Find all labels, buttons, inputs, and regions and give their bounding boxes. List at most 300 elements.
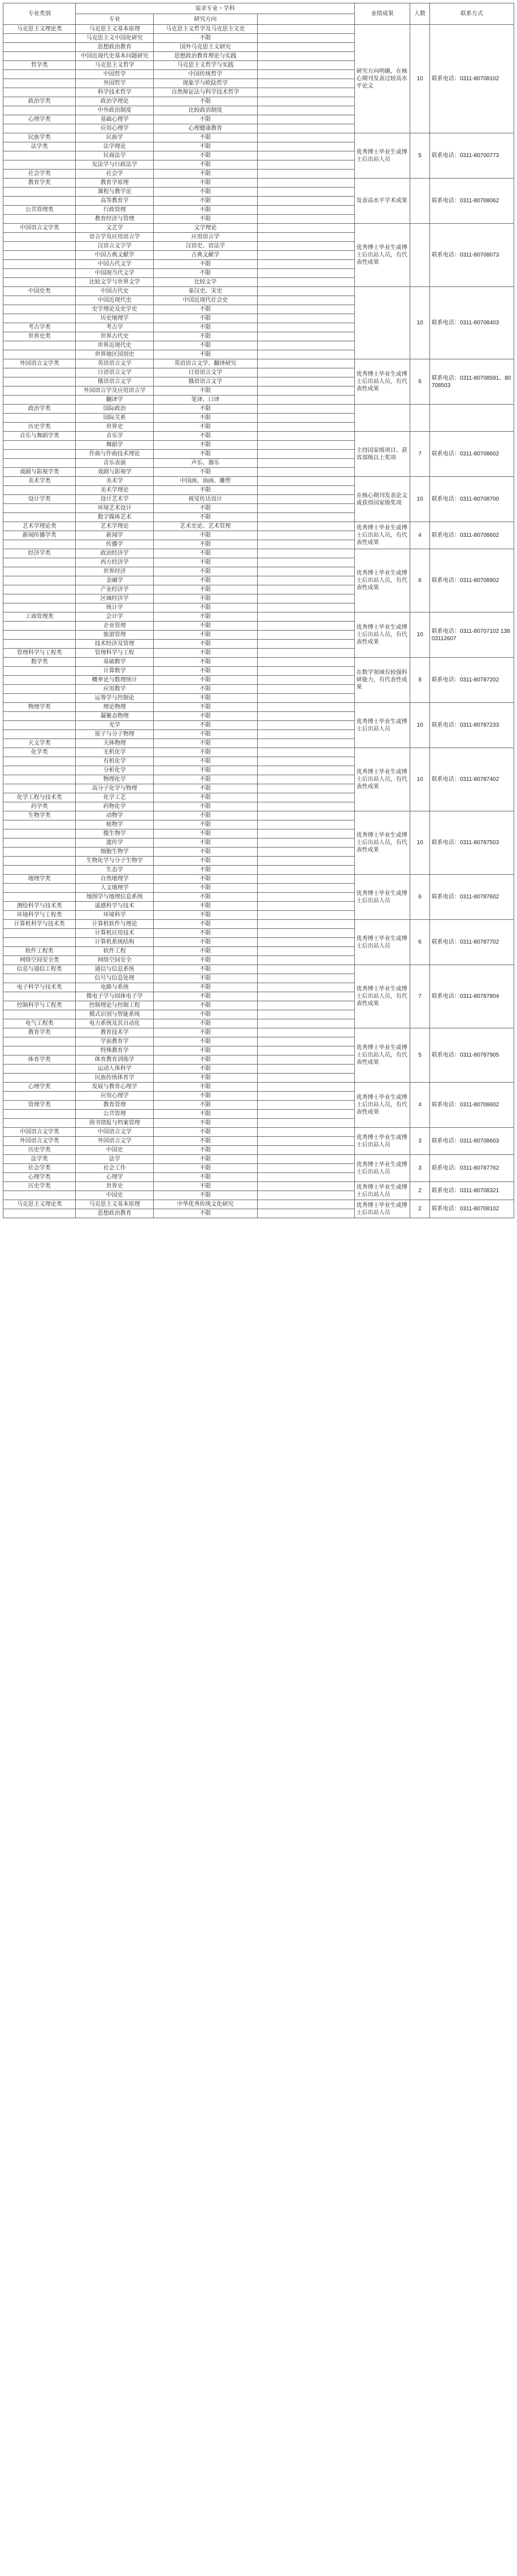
cell-subject: 教育管理 bbox=[76, 1101, 154, 1110]
cell-major: 公共管理类 bbox=[3, 206, 76, 215]
cell-subject: 化学工艺 bbox=[76, 793, 154, 802]
cell-major: 外国语言文学类 bbox=[3, 359, 76, 368]
cell-major bbox=[3, 377, 76, 386]
cell-subject: 运动人体科学 bbox=[76, 1065, 154, 1074]
cell-contact: 联系电话：0311-80787905 bbox=[429, 1028, 514, 1083]
cell-subject: 政治学理论 bbox=[76, 97, 154, 106]
cell-subject: 技术经济及管理 bbox=[76, 640, 154, 649]
cell-achievement: 优秀博士毕业生或博士后出站人员 bbox=[354, 1128, 410, 1155]
recruitment-table bbox=[3, 3, 514, 1218]
cell-achievement: 优秀博士毕业生或博士后出站人员，有代表性成果 bbox=[354, 811, 410, 875]
cell-direction: 不限 bbox=[154, 585, 258, 594]
cell-subject: 特殊教育学 bbox=[76, 1046, 154, 1055]
cell-direction: 不限 bbox=[154, 432, 258, 441]
cell-major: 控制科学与工程类 bbox=[3, 1001, 76, 1010]
cell-subject: 计算机应用技术 bbox=[76, 929, 154, 938]
cell-direction: 不限 bbox=[154, 757, 258, 766]
cell-major bbox=[3, 233, 76, 242]
cell-contact bbox=[429, 405, 514, 432]
cell-major: 化学类 bbox=[3, 748, 76, 757]
cell-direction: 不限 bbox=[154, 1055, 258, 1065]
cell-extra bbox=[257, 414, 354, 423]
cell-major bbox=[3, 603, 76, 612]
cell-subject: 音乐学 bbox=[76, 432, 154, 441]
cell-direction: 不限 bbox=[154, 160, 258, 170]
cell-achievement: 优秀博士毕业生或博士后出站人员 bbox=[354, 1200, 410, 1218]
cell-major bbox=[3, 269, 76, 278]
cell-subject: 中国史 bbox=[76, 1146, 154, 1155]
cell-subject: 教育学原理 bbox=[76, 179, 154, 188]
cell-direction: 不限 bbox=[154, 603, 258, 612]
cell-subject: 中外政治制度 bbox=[76, 106, 154, 115]
cell-subject: 汉语言文字学 bbox=[76, 242, 154, 251]
cell-extra bbox=[257, 667, 354, 676]
cell-major: 世界史类 bbox=[3, 332, 76, 341]
cell-extra bbox=[257, 160, 354, 170]
cell-extra bbox=[257, 88, 354, 97]
cell-subject: 民族传统体育学 bbox=[76, 1074, 154, 1083]
table-body bbox=[3, 25, 514, 1218]
cell-subject: 环境艺术设计 bbox=[76, 504, 154, 513]
cell-extra bbox=[257, 242, 354, 251]
cell-extra bbox=[257, 1019, 354, 1028]
table-row bbox=[3, 965, 514, 974]
cell-direction: 不限 bbox=[154, 775, 258, 784]
cell-major: 历史学类 bbox=[3, 1182, 76, 1191]
cell-direction: 不限 bbox=[154, 766, 258, 775]
cell-direction: 不限 bbox=[154, 179, 258, 188]
cell-major bbox=[3, 730, 76, 739]
cell-contact: 联系电话：0311-80787762 bbox=[429, 1155, 514, 1182]
cell-subject: 凝聚态物理 bbox=[76, 712, 154, 721]
cell-extra bbox=[257, 287, 354, 296]
cell-extra bbox=[257, 332, 354, 341]
cell-count: 6 bbox=[410, 549, 429, 612]
cell-count: 10 bbox=[410, 477, 429, 522]
cell-subject: 体育教育训练学 bbox=[76, 1055, 154, 1065]
cell-extra bbox=[257, 1101, 354, 1110]
cell-major: 中国史类 bbox=[3, 287, 76, 296]
cell-extra bbox=[257, 811, 354, 820]
cell-achievement: 优秀博士毕业生或博士后出站人员，有代表性成果 bbox=[354, 1083, 410, 1128]
cell-extra bbox=[257, 1010, 354, 1019]
cell-extra bbox=[257, 965, 354, 974]
cell-extra bbox=[257, 151, 354, 160]
cell-direction: 中国画、油画、雕塑 bbox=[154, 477, 258, 486]
cell-subject: 中国史 bbox=[76, 1191, 154, 1200]
cell-extra bbox=[257, 1074, 354, 1083]
cell-direction: 俄语语言文学 bbox=[154, 377, 258, 386]
cell-major bbox=[3, 694, 76, 703]
cell-direction: 视觉传达设计 bbox=[154, 495, 258, 504]
cell-subject: 学前教育学 bbox=[76, 1037, 154, 1046]
cell-extra bbox=[257, 902, 354, 911]
header-count: 人数 bbox=[410, 3, 429, 25]
header-major-group: 需求专业・学科 bbox=[76, 3, 354, 14]
cell-direction: 不限 bbox=[154, 784, 258, 793]
cell-major: 化学工程与技术类 bbox=[3, 793, 76, 802]
cell-subject: 分析化学 bbox=[76, 766, 154, 775]
cell-major bbox=[3, 305, 76, 314]
cell-achievement: 优秀博士毕业生或博士后出站人员，有代表性成果 bbox=[354, 359, 410, 405]
cell-extra bbox=[257, 1146, 354, 1155]
table-row bbox=[3, 179, 514, 188]
cell-major: 艺术学理论类 bbox=[3, 522, 76, 531]
cell-achievement: 发表高水平学术成果 bbox=[354, 179, 410, 224]
cell-extra bbox=[257, 179, 354, 188]
cell-direction: 不限 bbox=[154, 170, 258, 179]
cell-achievement: 研究方向明确，在核心期刊发表过较高水平论文 bbox=[354, 25, 410, 133]
cell-direction: 不限 bbox=[154, 513, 258, 522]
cell-direction: 不限 bbox=[154, 414, 258, 423]
cell-extra bbox=[257, 585, 354, 594]
cell-contact: 联系电话：0311-80708591、80708503 bbox=[429, 359, 514, 405]
cell-extra bbox=[257, 1128, 354, 1137]
cell-direction: 不限 bbox=[154, 694, 258, 703]
cell-major bbox=[3, 576, 76, 585]
cell-direction: 不限 bbox=[154, 685, 258, 694]
cell-major bbox=[3, 1092, 76, 1101]
cell-extra bbox=[257, 956, 354, 965]
cell-direction: 不限 bbox=[154, 486, 258, 495]
cell-major bbox=[3, 151, 76, 160]
cell-subject: 法学 bbox=[76, 1155, 154, 1164]
cell-subject: 史学理论及史学史 bbox=[76, 305, 154, 314]
table-row bbox=[3, 1083, 514, 1092]
cell-major: 法学类 bbox=[3, 1155, 76, 1164]
cell-extra bbox=[257, 766, 354, 775]
cell-direction: 中国近现代社会史 bbox=[154, 296, 258, 305]
cell-subject: 马克思主义基本原理 bbox=[76, 25, 154, 34]
cell-extra bbox=[257, 748, 354, 757]
cell-extra bbox=[257, 1055, 354, 1065]
cell-subject: 计算机系统结构 bbox=[76, 938, 154, 947]
cell-contact: 联系电话：0311-80787804 bbox=[429, 965, 514, 1028]
cell-subject: 英语语言文学 bbox=[76, 359, 154, 368]
cell-direction: 不限 bbox=[154, 811, 258, 820]
cell-direction: 不限 bbox=[154, 549, 258, 558]
cell-extra bbox=[257, 1001, 354, 1010]
cell-major bbox=[3, 594, 76, 603]
cell-subject: 外国语言文学 bbox=[76, 1137, 154, 1146]
cell-major bbox=[3, 441, 76, 450]
cell-contact: 联系电话：0311-80708602 bbox=[429, 1083, 514, 1128]
cell-direction: 马克思主义哲学与实践 bbox=[154, 61, 258, 70]
cell-direction: 不限 bbox=[154, 1191, 258, 1200]
cell-extra bbox=[257, 793, 354, 802]
cell-major bbox=[3, 775, 76, 784]
cell-extra bbox=[257, 495, 354, 504]
cell-direction: 不限 bbox=[154, 956, 258, 965]
cell-major: 历史学类 bbox=[3, 1146, 76, 1155]
cell-major bbox=[3, 414, 76, 423]
cell-direction: 不限 bbox=[154, 848, 258, 857]
table-row bbox=[3, 1182, 514, 1191]
table-row bbox=[3, 477, 514, 486]
cell-count: 3 bbox=[410, 1155, 429, 1182]
cell-contact: 联系电话：0311-80708062 bbox=[429, 179, 514, 224]
table-row bbox=[3, 133, 514, 142]
cell-direction: 不限 bbox=[154, 350, 258, 359]
cell-major: 音乐与舞蹈学类 bbox=[3, 432, 76, 441]
cell-direction: 不限 bbox=[154, 1028, 258, 1037]
cell-direction: 不限 bbox=[154, 468, 258, 477]
cell-direction: 不限 bbox=[154, 911, 258, 920]
cell-direction: 比较政治制度 bbox=[154, 106, 258, 115]
cell-direction: 不限 bbox=[154, 142, 258, 151]
cell-subject: 国际政治 bbox=[76, 405, 154, 414]
cell-subject: 马克思主义基本原理 bbox=[76, 1200, 154, 1209]
cell-subject: 药物化学 bbox=[76, 802, 154, 811]
cell-direction: 文学理论 bbox=[154, 224, 258, 233]
cell-direction: 不限 bbox=[154, 1037, 258, 1046]
cell-direction: 不限 bbox=[154, 712, 258, 721]
cell-direction: 不限 bbox=[154, 269, 258, 278]
cell-major bbox=[3, 215, 76, 224]
cell-contact: 联系电话：0311-80700773 bbox=[429, 133, 514, 179]
cell-extra bbox=[257, 848, 354, 857]
cell-achievement bbox=[354, 287, 410, 359]
cell-subject: 无机化学 bbox=[76, 748, 154, 757]
cell-contact: 联系电话：0311-80708102 bbox=[429, 25, 514, 133]
cell-extra bbox=[257, 1028, 354, 1037]
cell-direction: 不限 bbox=[154, 1010, 258, 1019]
cell-major bbox=[3, 242, 76, 251]
cell-count: 5 bbox=[410, 133, 429, 179]
cell-major bbox=[3, 160, 76, 170]
cell-extra bbox=[257, 721, 354, 730]
cell-extra bbox=[257, 97, 354, 106]
cell-extra bbox=[257, 441, 354, 450]
cell-major bbox=[3, 341, 76, 350]
cell-major: 历史学类 bbox=[3, 423, 76, 432]
cell-major bbox=[3, 848, 76, 857]
cell-major bbox=[3, 296, 76, 305]
cell-extra bbox=[257, 920, 354, 929]
cell-major: 物理学类 bbox=[3, 703, 76, 712]
cell-direction: 中国传统哲学 bbox=[154, 70, 258, 79]
cell-direction: 不限 bbox=[154, 721, 258, 730]
cell-major: 信息与通信工程类 bbox=[3, 965, 76, 974]
cell-subject: 法学理论 bbox=[76, 142, 154, 151]
cell-direction: 不限 bbox=[154, 1046, 258, 1055]
cell-achievement: 优秀博士毕业生或博士后出站人员，有代表性成果 bbox=[354, 1028, 410, 1083]
cell-subject: 文艺学 bbox=[76, 224, 154, 233]
cell-contact: 联系电话：0311-80708700 bbox=[429, 477, 514, 522]
cell-major: 教育学类 bbox=[3, 1028, 76, 1037]
cell-direction: 不限 bbox=[154, 34, 258, 43]
cell-subject: 区域经济学 bbox=[76, 594, 154, 603]
cell-count: 5 bbox=[410, 1028, 429, 1083]
cell-subject: 日语语言文学 bbox=[76, 368, 154, 377]
cell-subject: 世界古代史 bbox=[76, 332, 154, 341]
cell-major bbox=[3, 667, 76, 676]
cell-contact: 联系电话：0311-80787202 bbox=[429, 658, 514, 703]
cell-major: 经济学类 bbox=[3, 549, 76, 558]
cell-subject: 地图学与地理信息系统 bbox=[76, 893, 154, 902]
cell-extra bbox=[257, 350, 354, 359]
cell-count: 2 bbox=[410, 1200, 429, 1218]
table-row bbox=[3, 549, 514, 558]
cell-extra bbox=[257, 1209, 354, 1218]
cell-extra bbox=[257, 206, 354, 215]
cell-major bbox=[3, 685, 76, 694]
cell-extra bbox=[257, 377, 354, 386]
cell-extra bbox=[257, 567, 354, 576]
cell-subject: 模式识别与智能系统 bbox=[76, 1010, 154, 1019]
table-row bbox=[3, 224, 514, 233]
cell-extra bbox=[257, 79, 354, 88]
cell-count: 10 bbox=[410, 25, 429, 133]
cell-major: 测绘科学与技术类 bbox=[3, 902, 76, 911]
cell-major bbox=[3, 992, 76, 1001]
cell-subject: 生物化学与分子生物学 bbox=[76, 857, 154, 866]
cell-subject: 生态学 bbox=[76, 866, 154, 875]
cell-extra bbox=[257, 359, 354, 368]
cell-extra bbox=[257, 43, 354, 52]
cell-subject: 电路与系统 bbox=[76, 983, 154, 992]
cell-extra bbox=[257, 115, 354, 124]
cell-subject: 世界史 bbox=[76, 1182, 154, 1191]
cell-direction: 应用语言学 bbox=[154, 233, 258, 242]
cell-subject: 世界近现代史 bbox=[76, 341, 154, 350]
cell-subject: 应用数学 bbox=[76, 685, 154, 694]
cell-major: 管理学类 bbox=[3, 1101, 76, 1110]
cell-direction: 不限 bbox=[154, 649, 258, 658]
cell-extra bbox=[257, 540, 354, 549]
cell-extra bbox=[257, 396, 354, 405]
cell-extra bbox=[257, 911, 354, 920]
cell-extra bbox=[257, 432, 354, 441]
cell-major bbox=[3, 1046, 76, 1055]
cell-direction: 不限 bbox=[154, 748, 258, 757]
cell-direction: 不限 bbox=[154, 612, 258, 622]
cell-major: 马克思主义理论类 bbox=[3, 1200, 76, 1209]
cell-direction: 不限 bbox=[154, 875, 258, 884]
cell-extra bbox=[257, 124, 354, 133]
cell-direction: 不限 bbox=[154, 929, 258, 938]
cell-extra bbox=[257, 594, 354, 603]
cell-extra bbox=[257, 233, 354, 242]
cell-major: 生物学类 bbox=[3, 811, 76, 820]
cell-major: 中国语言文学类 bbox=[3, 224, 76, 233]
cell-major bbox=[3, 585, 76, 594]
cell-direction: 不限 bbox=[154, 260, 258, 269]
cell-major bbox=[3, 396, 76, 405]
cell-extra bbox=[257, 1046, 354, 1055]
cell-extra bbox=[257, 188, 354, 197]
cell-direction: 不限 bbox=[154, 866, 258, 875]
cell-extra bbox=[257, 142, 354, 151]
header-achievement: 业绩成果 bbox=[354, 3, 410, 25]
cell-direction: 笔译、口译 bbox=[154, 396, 258, 405]
cell-direction: 不限 bbox=[154, 658, 258, 667]
cell-extra bbox=[257, 703, 354, 712]
cell-direction: 思想政治教育理论与实践 bbox=[154, 52, 258, 61]
cell-achievement: 优秀博士毕业生或博士后出站人员 bbox=[354, 133, 410, 179]
cell-achievement: 在数学领域有较强科研能力，有代表性成果 bbox=[354, 658, 410, 703]
cell-direction: 不限 bbox=[154, 965, 258, 974]
cell-direction: 不限 bbox=[154, 594, 258, 603]
header-extra bbox=[257, 14, 354, 25]
cell-subject: 心理学 bbox=[76, 1173, 154, 1182]
cell-subject: 自然地理学 bbox=[76, 875, 154, 884]
cell-subject: 遗传学 bbox=[76, 839, 154, 848]
cell-extra bbox=[257, 649, 354, 658]
cell-direction: 不限 bbox=[154, 197, 258, 206]
table-header bbox=[3, 3, 514, 25]
cell-direction: 现象学与欧陆哲学 bbox=[154, 79, 258, 88]
cell-direction: 不限 bbox=[154, 703, 258, 712]
cell-extra bbox=[257, 974, 354, 983]
cell-major bbox=[3, 567, 76, 576]
cell-subject: 细胞生物学 bbox=[76, 848, 154, 857]
cell-subject: 行政管理 bbox=[76, 206, 154, 215]
cell-extra bbox=[257, 694, 354, 703]
cell-direction: 不限 bbox=[154, 829, 258, 839]
cell-extra bbox=[257, 323, 354, 332]
cell-contact: 联系电话：0311-80708902 bbox=[429, 549, 514, 612]
cell-extra bbox=[257, 549, 354, 558]
cell-direction: 不限 bbox=[154, 893, 258, 902]
cell-extra bbox=[257, 739, 354, 748]
cell-count bbox=[410, 405, 429, 432]
cell-subject: 设计艺术学 bbox=[76, 495, 154, 504]
cell-count bbox=[410, 179, 429, 224]
cell-major: 马克思主义理论类 bbox=[3, 25, 76, 34]
cell-subject: 社会工作 bbox=[76, 1164, 154, 1173]
cell-subject: 微电子学与固体电子学 bbox=[76, 992, 154, 1001]
cell-count: 7 bbox=[410, 965, 429, 1028]
cell-major bbox=[3, 1209, 76, 1218]
cell-direction: 秦汉史、宋史 bbox=[154, 287, 258, 296]
cell-major bbox=[3, 513, 76, 522]
cell-direction: 不限 bbox=[154, 323, 258, 332]
cell-subject: 中国古代史 bbox=[76, 287, 154, 296]
cell-extra bbox=[257, 676, 354, 685]
cell-extra bbox=[257, 486, 354, 495]
cell-extra bbox=[257, 631, 354, 640]
cell-direction: 不限 bbox=[154, 1182, 258, 1191]
cell-subject: 民族学 bbox=[76, 133, 154, 142]
cell-extra bbox=[257, 730, 354, 739]
cell-subject: 发展与教育心理学 bbox=[76, 1083, 154, 1092]
cell-subject: 旅游管理 bbox=[76, 631, 154, 640]
cell-extra bbox=[257, 260, 354, 269]
cell-major: 电子科学与技术类 bbox=[3, 983, 76, 992]
cell-extra bbox=[257, 938, 354, 947]
cell-major bbox=[3, 974, 76, 983]
cell-direction: 不限 bbox=[154, 305, 258, 314]
cell-count: 8 bbox=[410, 658, 429, 703]
cell-count: 6 bbox=[410, 875, 429, 920]
cell-direction: 不限 bbox=[154, 540, 258, 549]
cell-direction: 不限 bbox=[154, 983, 258, 992]
cell-subject: 图书情报与档案管理 bbox=[76, 1119, 154, 1128]
cell-count: 6 bbox=[410, 920, 429, 965]
cell-extra bbox=[257, 1119, 354, 1128]
cell-extra bbox=[257, 386, 354, 396]
cell-major: 政治学类 bbox=[3, 405, 76, 414]
table-row bbox=[3, 1028, 514, 1037]
table-row bbox=[3, 748, 514, 757]
cell-subject: 政治经济学 bbox=[76, 549, 154, 558]
cell-extra bbox=[257, 884, 354, 893]
cell-direction: 不限 bbox=[154, 1092, 258, 1101]
cell-subject: 历史地理学 bbox=[76, 314, 154, 323]
table-row bbox=[3, 25, 514, 34]
cell-direction: 不限 bbox=[154, 450, 258, 459]
